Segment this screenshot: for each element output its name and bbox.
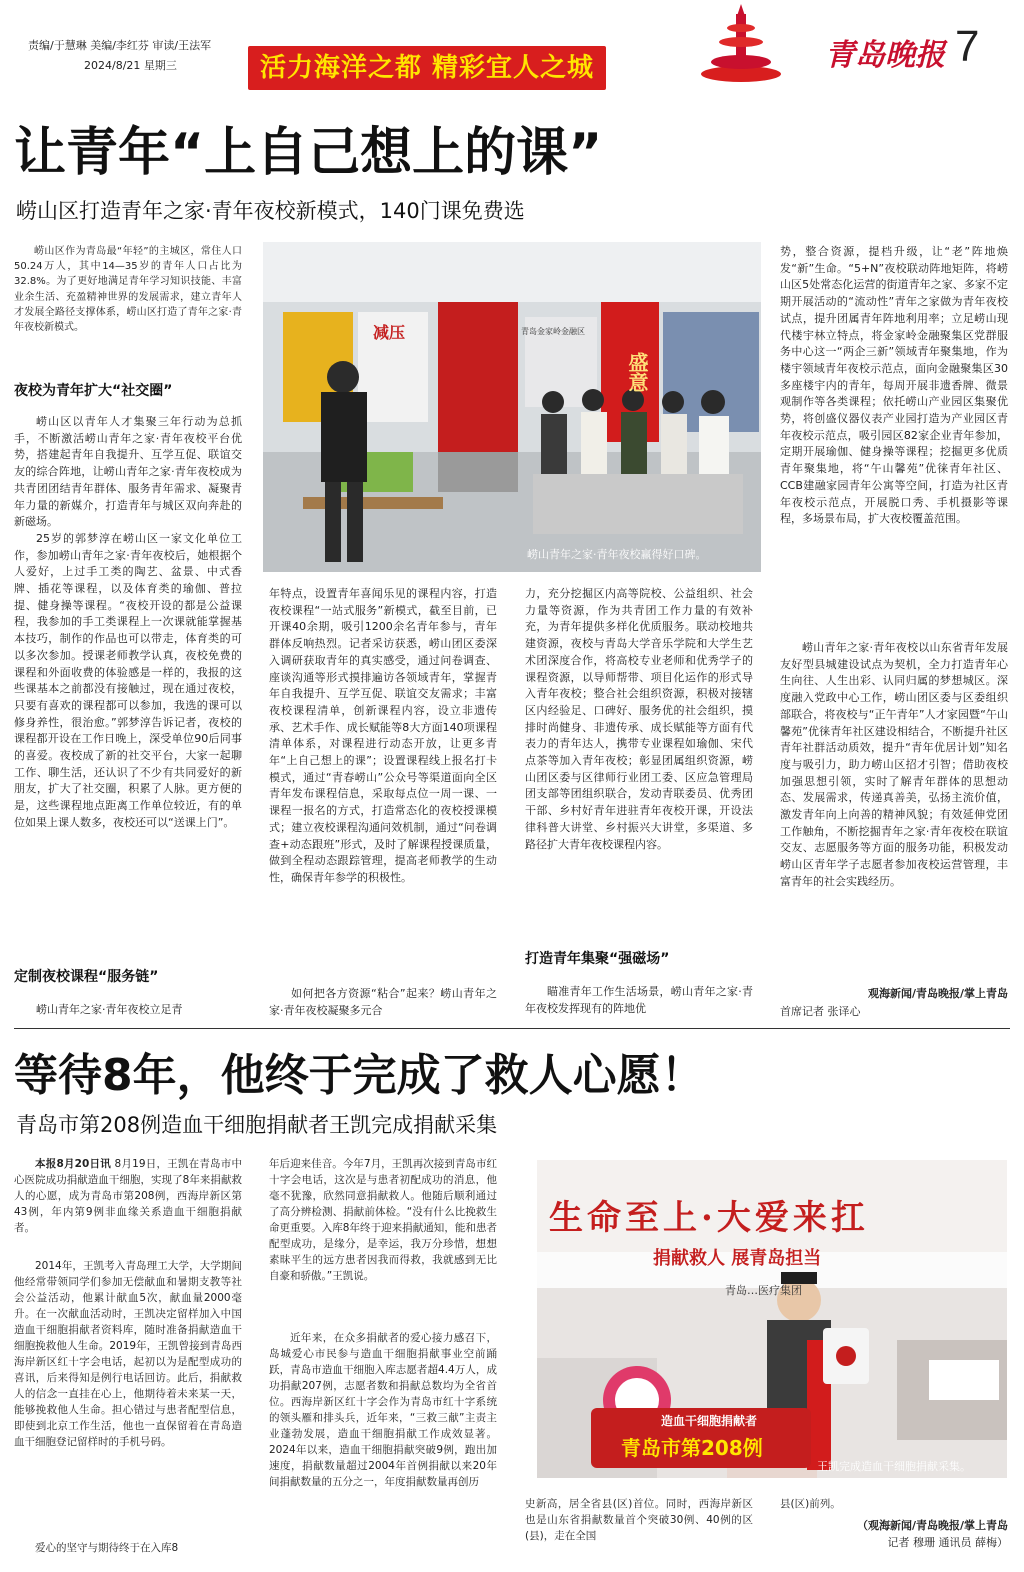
article1-subheadline: 崂山区打造青年之家·青年夜校新模式，140门课免费选 <box>16 199 525 223</box>
article1-column4: 势，整合资源，提档升级，让“老”阵地焕发“新”生命。“5+N”夜校联动阵地矩阵，将崂山区5处常态化运营的街道青年之家、多家不定期开展活动的“流动性”青年之家做为青年夜校试点，提升团属青年阵地利用率；立足崂山现代楼宇林立特点，将金家岭金融聚集区党群服务中心这一“两企三新”领域青年聚集地，作为楼宇领域青年夜校示范点，面向金融聚集区30多座楼宇内的青年，每周开展非遗香牌、微景观制作等各类课程；依托崂山产业园区集聚优势，将创盛仪器仪表产业园打造为产业园区青年夜校示范点，吸引园区82家企业青年参加，定期开展瑜伽、健身操等课程；挖掘更多优质青年聚集地，将“午山馨苑”优徕青年社区、CCB建融家园青年公寓等空间，打造为社区青年夜校示范点，开展脱口秀、手机摄影等课程，多场景布局，扩大夜校覆盖范围。 <box>780 245 1008 526</box>
section-divider <box>14 1028 1010 1029</box>
article2-dateline: 本报8月20日讯 <box>35 1158 111 1170</box>
photo-hospital-sign: 青岛…医疗集团 <box>725 1284 802 1297</box>
article1-section2-body-start: 崂山青年之家·青年夜校立足青 <box>36 1003 183 1016</box>
article1-byline-reporter: 首席记者 张译心 <box>780 1005 861 1018</box>
article2-byline-reporters: 记者 穆珊 通讯员 薛梅） <box>887 1536 1008 1549</box>
article2-headline: 等待8年，他终于完成了救人心愿！ <box>14 1050 705 1101</box>
page-number: 7 <box>955 22 980 71</box>
photo-sign-text: 减压 <box>373 323 406 342</box>
photo-badge-label: 造血干细胞捐献者 <box>661 1414 758 1428</box>
article1-byline-outlets: 观海新闻/青岛晚报/掌上青岛 <box>867 987 1008 1000</box>
article1-photo-caption: 崂山青年之家·青年夜校赢得好口碑。 <box>527 548 707 561</box>
article2-column2: 年后迎来佳音。今年7月，王凯再次接到青岛市红十字会电话，这次是与患者初配成功的消息，他毫不犹豫，欣然同意捐献救人。他随后顺利通过了高分辨检测、捐献前体检。“没有什么比挽救生命更重要。入库8年终于迎来捐献通知，能和患者配型成功，是缘分，是幸运，我万分珍惜，想想素昧平生的远方患者因我而得救，我就感到无比自豪和骄傲。”王凯说。 <box>269 1158 497 1282</box>
article2-lead-text: 8月19日，王凯在青岛市中心医院成功捐献造血干细胞，实现了8年来捐献救人的心愿，成为青岛市第208例，西海岸新区第43例，年内第9例非血缘关系造血干细胞捐献者。 <box>14 1158 242 1234</box>
article2-column1-tail: 爱心的坚守与期待终于在入库8 <box>35 1542 179 1554</box>
article1-column2-tail: 如何把各方资源“粘合”起来？崂山青年之家·青年夜校凝聚多元合 <box>269 987 497 1017</box>
photo-badge-number: 青岛市第208例 <box>621 1436 763 1460</box>
article2-column2-part2: 近年来，在众多捐献者的爱心接力感召下，岛城爱心市民参与造血干细胞捐献事业空前踊跃，青岛市造血干细胞入库志愿者超4.4万人，成功捐献207例，志愿者数和捐献总数均为全省首位。西海岸新区红十字会作为青岛市红十字系统的领头雁和排头兵，近年来，“三救三献”主责主业蓬勃发展，造血干细胞捐献工作成效显著。2024年以来，造血干细胞捐献突破9例，跑出加速度，捐献数量超过2004年首例捐献以来20年间捐献数量的五分之一，年度捐献数量再创历 <box>269 1332 497 1488</box>
article1-column4-part2: 崂山青年之家·青年夜校以山东省青年发展友好型县城建设试点为契机，全力打造青年心生向往、人生出彩、认同归属的梦想城区。深度融入党政中心工作，崂山团区委与区委组织部联合，将夜校与“正午青年”人才家园暨“午山馨苑”优徕青年社区建设相结合，不断提升社区青年社群活动质效，提升“青年优居计划”知名度与吸引力，助力崂山区招才引智；借助夜校加强思想引领，实时了解青年群体的思想动态、发展需求，传递真善美，弘扬主流价值，激发青年向上向善的精神风貌；有效延伸党团工作触角，不断挖掘青年之家·青年夜校在联谊交友、志愿服务等方面的服务功能，积极发动崂山区青年学子志愿者参加夜校运营管理，丰富青年的社会实践经历。 <box>780 641 1008 888</box>
article2-column1-lead <box>14 1156 242 1256</box>
photo-sign-text: 盛意 <box>625 352 649 392</box>
article2-byline-outlets: （观海新闻/青岛晚报/掌上青岛 <box>856 1519 1008 1532</box>
article2-column3: 史新高，居全省县(区)首位。同时，西海岸新区也是山东省捐献数量首个突破30例、40例的区(县)，走在全国 <box>525 1498 753 1542</box>
article2-column1-body: 2014年，王凯考入青岛理工大学，大学期间他经常带领同学们参加无偿献血和暑期支教等社会公益活动，他累计献血5次，献血量2000毫升。在一次献血活动时，王凯决定留样加入中国造血干细胞捐献者资料库，随时准备捐献造血干细胞挽救他人生命。2019年，王凯曾接到青岛西海岸新区红十字会电话，起初以为是配型成功的喜讯，后来得知是例行电话回访。此后，捐献救人的信念一直挂在心上，他期待着未来某一天，能够挽救他人生命。担心错过与患者配型信息，即使到北京工作生活，他也一直保留着在青岛造血干细胞登记留样时的手机号码。 <box>14 1260 242 1448</box>
masthead-logo: 青岛晚报 <box>825 38 945 73</box>
article1-photo <box>263 242 761 572</box>
article2-subheadline: 青岛市第208例造血干细胞捐献者王凯完成捐献采集 <box>16 1113 498 1137</box>
editor-credits: 责编/于慧琳 美编/李红芬 审读/王法军 <box>28 39 212 52</box>
photo-sign-text: 青岛金家岭金融区 <box>521 327 585 336</box>
article1-lead: 崂山区作为青岛最“年轻”的主城区，常住人口50.24万人，其中14—35岁的青年人口占比为32.8%。为了更好地满足青年学习知识技能、丰富业余生活、充盈精神世界的发展需求，建立青年人才发展全路径支撑体系，崂山区打造了青年之家·青年夜校新模式。 <box>14 246 242 334</box>
slogan-banner: 活力海洋之都 精彩宜人之城 <box>248 46 606 90</box>
article1-section2-heading: 定制夜校课程“服务链” <box>14 969 159 985</box>
photo-banner-slogan: 生命至上·大爱来扛 <box>549 1198 869 1238</box>
article1-headline: 让青年“上自己想上的课” <box>14 123 603 183</box>
night-school-class-scene <box>263 242 761 572</box>
article1-section3-heading: 打造青年集聚“强磁场” <box>525 951 670 967</box>
article2-column4: 县(区)前列。 <box>780 1498 841 1510</box>
article1-column3: 力，充分挖掘区内高等院校、公益组织、社会力量等资源，作为共青团工作力量的有效补充，为青年提供多样化优质服务。联动校地共建资源，夜校与青岛大学音乐学院和大学生艺术团深度合作，将高校专业老师和优秀学子的课程资源，以导师帮带、项目化运作的形式导入青年夜校；整合社会组织资源，积极对接辖区内经验足、口碑好、服务优的社会组织，摸排时尚健身、非遗传承、成长赋能等方面有代表力的青年达人，携带专业课程如瑜伽、宋代点茶等加入青年夜校；彰显团属组织资源，崂山团区委与区律师行业团工委、区应急管理局团支部等团组织联合，发动青联委员、优秀团干部、乡村好青年进驻青年夜校开课，开设法律科普大讲堂、乡村振兴大讲堂，多渠道、多路径扩大青年夜校课程内容。 <box>525 587 753 851</box>
article2-photo-caption: 王凯完成造血干细胞捐献采集。 <box>817 1460 971 1473</box>
article1-section3-body-start: 瞄准青年工作生活场景，崂山青年之家·青年夜校发挥现有的阵地优 <box>525 985 753 1015</box>
photo-banner-subslogan: 捐献救人 展青岛担当 <box>653 1248 822 1269</box>
article1-section1-body: 崂山区以青年人才集聚三年行动为总抓手，不断激活崂山青年之家·青年夜校平台优势，搭建起青年自我提升、互学互促、联谊交友的综合阵地，让崂山青年之家·青年夜校成为共青团团结青年群体、服务青年需求、凝聚青年力量的新媒介，打造青年与城区双向奔赴的新磁场。 25岁的郭梦淳在崂山区一家文化单位工作，参加崂山青年之家·青年夜校后，她根据个人爱好，上过手工类的陶艺、盆景、中式香牌、插花等课程，以及体育类的瑜伽、普拉提、健身操等课程。“夜校开设的都是公益课程，我参加的手工类课程上一次课就能掌握基本技巧，制作的作品也可以带走，体育类的可以多次参加。授课老师教学认真，夜校免费的课程和外面收费的体验感是一样的，我报的这些课基本之前都没有接触过，现在通过夜校，只要有喜欢的课程都可以参加，我选的课可以修身养性，很治愈。”郭梦淳告诉记者，夜校的课程都开设在工作日晚上，深受单位90后同事的喜爱。夜校成了新的社交平台，大家一起聊工作、聊生活，还认识了不少有共同爱好的新朋友，扩大了社交圈，积累了人脉。更方便的是，这些课程地点距离工作单位较近，有的单位如果上课人数多，夜校还可以“送课上门”。 <box>14 415 242 829</box>
article1-section1-heading: 夜校为青年扩大“社交圈” <box>14 383 173 399</box>
tower-logo-icon <box>696 4 786 84</box>
article2-photo <box>537 1160 1007 1478</box>
issue-date: 2024/8/21 星期三 <box>84 59 177 72</box>
article1-column2: 年特点，设置青年喜闻乐见的课程内容，打造夜校课程“一站式服务”新模式，截至目前，已开课40余期，吸引1200余名青年参与，青年群体反响热烈。记者采访获悉，崂山团区委深入调研获取青年的真实感受，通过问卷调查、座谈沟通等形式摸排遍访各领域青年，掌握青年自我提升、互学互促、联谊交友需求；丰富夜校课程清单，创新课程内容，设立非遗传承、艺术手作、成长赋能等8大方面140项课程清单体系，对课程进行动态开放，让更多青年“上自己想上的课”；设置课程线上报名打卡模式，通过“青春崂山”公众号等渠道面向全区青年发布课程信息，采取每点位一周一课、一课程一报名的方式，打造常态化的夜校授课模式；建立夜校课程沟通问效机制，通过“问卷调查+动态跟班”形式，及时了解课程授课质量，做到全程动态跟踪管理，提高老师教学的生动性，确保青年参学的积极性。 <box>269 587 497 884</box>
